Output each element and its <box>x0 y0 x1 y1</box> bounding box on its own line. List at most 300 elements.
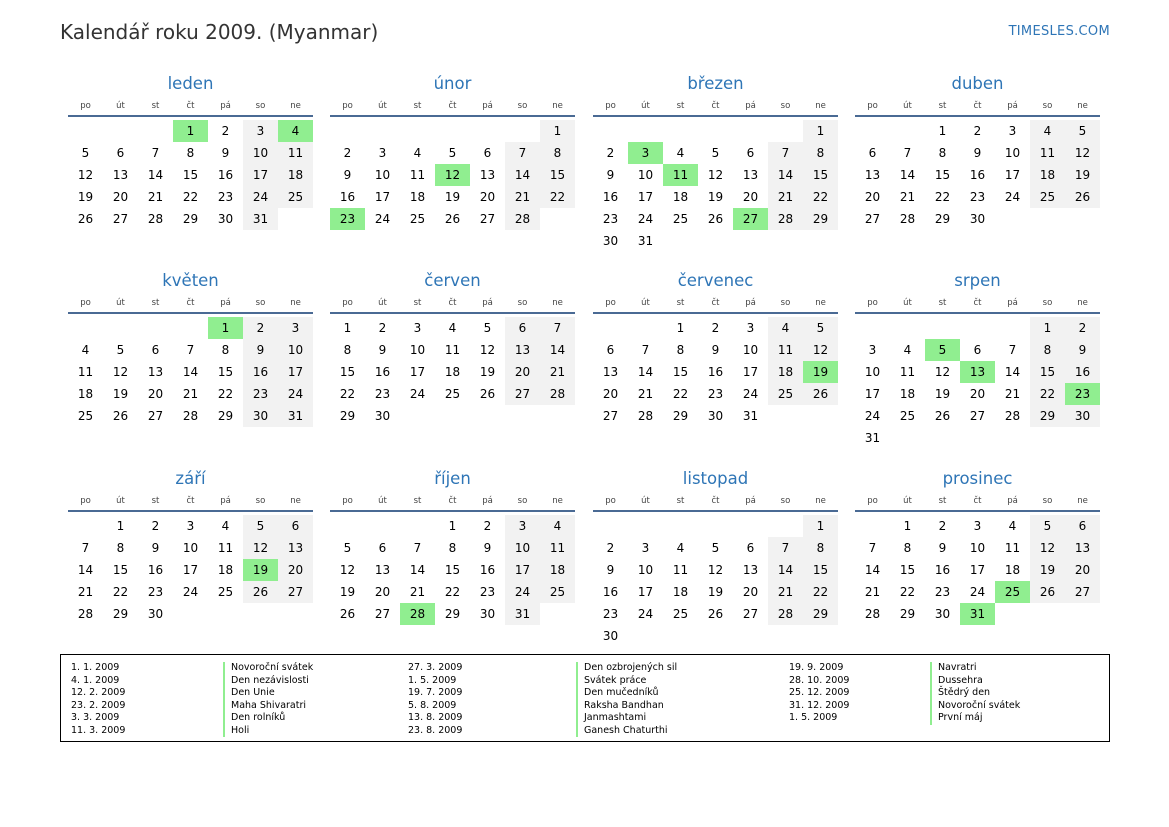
day-cell-holiday: 12 <box>435 164 470 186</box>
month-name: srpen <box>954 271 1001 290</box>
weekday-label: po <box>80 496 91 506</box>
day-cell: 17 <box>637 190 654 204</box>
days-grid <box>855 120 1100 230</box>
legend-date: 19. 9. 2009 <box>789 662 844 673</box>
day-cell: 14 <box>768 559 803 581</box>
day-cell: 27 <box>505 383 540 405</box>
day-cell: 7 <box>505 142 540 164</box>
empty-cell <box>768 515 803 537</box>
day-cell: 5 <box>803 317 838 339</box>
weekday-label: pá <box>745 101 756 111</box>
day-cell: 19 <box>77 190 94 204</box>
day-cell: 26 <box>803 383 838 405</box>
weekday-label: pá <box>220 496 231 506</box>
day-cell: 4 <box>768 317 803 339</box>
day-cell: 17 <box>969 563 986 577</box>
day-cell: 28 <box>540 383 575 405</box>
empty-cell <box>400 120 435 142</box>
weekday-header <box>593 494 838 512</box>
day-cell: 9 <box>1065 339 1100 361</box>
day-cell: 12 <box>707 563 724 577</box>
day-cell-holiday: 23 <box>1065 383 1100 405</box>
day-cell: 17 <box>1004 168 1021 182</box>
day-cell: 18 <box>217 563 234 577</box>
empty-cell <box>890 120 925 142</box>
day-cell: 7 <box>540 317 575 339</box>
weekday-label: pá <box>745 298 756 308</box>
day-cell: 10 <box>409 343 426 357</box>
day-cell: 30 <box>602 629 619 643</box>
day-cell: 9 <box>973 146 982 160</box>
month-únor <box>330 73 575 230</box>
legend-holiday-name: Svátek práce <box>576 675 677 688</box>
day-cell: 14 <box>182 365 199 379</box>
weekday-label: st <box>413 101 422 111</box>
day-cell: 15 <box>803 164 838 186</box>
day-cell: 8 <box>1030 339 1065 361</box>
month-name: prosinec <box>942 469 1013 488</box>
day-cell: 3 <box>278 317 313 339</box>
day-cell: 10 <box>1004 146 1021 160</box>
day-cell: 25 <box>77 409 94 423</box>
legend-holiday-name: Raksha Bandhan <box>576 700 677 713</box>
day-cell: 17 <box>409 365 426 379</box>
day-cell: 9 <box>151 541 160 555</box>
day-cell: 17 <box>243 164 278 186</box>
day-cell: 11 <box>1004 541 1021 555</box>
day-cell: 29 <box>444 607 461 621</box>
day-cell: 15 <box>112 563 129 577</box>
day-cell: 14 <box>77 563 94 577</box>
day-cell: 14 <box>540 339 575 361</box>
empty-cell <box>628 317 663 339</box>
day-cell: 25 <box>768 383 803 405</box>
day-cell: 28 <box>1004 409 1021 423</box>
day-cell: 21 <box>409 585 426 599</box>
day-cell: 10 <box>969 541 986 555</box>
day-cell-holiday: 25 <box>995 581 1030 603</box>
weekday-label: so <box>780 298 791 308</box>
weekday-label: so <box>517 496 528 506</box>
day-cell: 24 <box>278 383 313 405</box>
day-cell: 16 <box>602 585 619 599</box>
weekday-label: ne <box>1077 101 1088 111</box>
day-cell: 30 <box>479 607 496 621</box>
legend-date: 3. 3. 2009 <box>71 712 120 723</box>
weekday-label: pá <box>220 101 231 111</box>
day-cell: 5 <box>711 146 720 160</box>
legend-names-3 <box>930 662 1020 725</box>
day-cell: 13 <box>278 537 313 559</box>
day-cell: 18 <box>1030 164 1065 186</box>
weekday-label: út <box>903 496 912 506</box>
weekday-label: po <box>342 298 353 308</box>
day-cell: 6 <box>278 515 313 537</box>
legend-holiday-name: Navratri <box>930 662 1020 675</box>
legend-date: 12. 2. 2009 <box>71 687 126 698</box>
weekday-label: po <box>342 496 353 506</box>
day-cell: 10 <box>182 541 199 555</box>
day-cell: 30 <box>934 607 951 621</box>
days-grid <box>330 317 575 427</box>
day-cell: 16 <box>969 168 986 182</box>
day-cell: 24 <box>374 212 391 226</box>
day-cell: 25 <box>672 212 689 226</box>
month-name: březen <box>687 74 744 93</box>
legend-date: 5. 8. 2009 <box>408 699 457 711</box>
day-cell: 20 <box>742 585 759 599</box>
day-cell: 29 <box>899 607 916 621</box>
day-cell: 10 <box>637 563 654 577</box>
weekday-label: ne <box>290 101 301 111</box>
legend-dates-1 <box>71 662 125 737</box>
day-cell: 30 <box>1065 405 1100 427</box>
day-cell: 22 <box>217 387 234 401</box>
day-cell: 21 <box>768 581 803 603</box>
day-cell: 23 <box>479 585 496 599</box>
weekday-label: pá <box>1007 101 1018 111</box>
day-cell: 18 <box>540 559 575 581</box>
day-cell: 27 <box>147 409 164 423</box>
day-cell: 28 <box>899 212 916 226</box>
day-cell: 20 <box>278 559 313 581</box>
day-cell: 9 <box>221 146 230 160</box>
day-cell: 31 <box>637 234 654 248</box>
month-prosinec <box>855 468 1100 625</box>
weekday-label: ne <box>815 496 826 506</box>
day-cell: 13 <box>602 365 619 379</box>
weekday-label: čt <box>973 298 982 308</box>
weekday-label: st <box>938 298 947 308</box>
weekday-label: so <box>1042 101 1053 111</box>
weekday-label: st <box>676 298 685 308</box>
day-cell: 13 <box>1065 537 1100 559</box>
day-cell: 7 <box>641 343 650 357</box>
day-cell: 24 <box>409 387 426 401</box>
days-grid <box>593 120 838 252</box>
weekday-header <box>855 99 1100 117</box>
day-cell: 24 <box>505 581 540 603</box>
empty-cell <box>995 317 1030 339</box>
day-cell-holiday: 1 <box>208 317 243 339</box>
day-cell: 4 <box>676 541 685 555</box>
empty-cell <box>365 515 400 537</box>
days-grid <box>330 515 575 625</box>
weekday-label: po <box>605 496 616 506</box>
day-cell: 4 <box>903 343 912 357</box>
day-cell: 2 <box>606 146 615 160</box>
legend-date: 1. 5. 2009 <box>408 674 457 686</box>
empty-cell <box>855 515 890 537</box>
legend-holiday-name: Maha Shivaratri <box>223 700 313 713</box>
weekday-label: čt <box>973 101 982 111</box>
day-cell: 13 <box>742 563 759 577</box>
legend-holiday-name: Novoroční svátek <box>930 700 1020 713</box>
day-cell: 1 <box>903 519 912 533</box>
weekday-header <box>330 296 575 314</box>
day-cell-holiday: 11 <box>663 164 698 186</box>
month-name: září <box>175 469 206 488</box>
day-cell: 5 <box>343 541 352 555</box>
day-cell: 31 <box>505 603 540 625</box>
day-cell: 31 <box>243 208 278 230</box>
weekday-header <box>68 494 313 512</box>
month-listopad <box>593 468 838 647</box>
day-cell: 20 <box>602 387 619 401</box>
day-cell: 16 <box>147 563 164 577</box>
day-cell: 14 <box>899 168 916 182</box>
days-grid <box>593 515 838 647</box>
empty-cell <box>925 317 960 339</box>
day-cell: 15 <box>672 365 689 379</box>
legend-date: 23. 2. 2009 <box>71 699 126 711</box>
day-cell: 19 <box>707 585 724 599</box>
day-cell: 8 <box>116 541 125 555</box>
day-cell: 10 <box>637 168 654 182</box>
day-cell: 27 <box>278 581 313 603</box>
day-cell: 24 <box>864 409 881 423</box>
day-cell: 2 <box>1065 317 1100 339</box>
legend-date: 4. 1. 2009 <box>71 674 120 686</box>
day-cell: 13 <box>505 339 540 361</box>
day-cell: 19 <box>1065 164 1100 186</box>
day-cell: 20 <box>479 190 496 204</box>
weekday-label: čt <box>711 101 720 111</box>
weekday-label: čt <box>711 298 720 308</box>
day-cell: 27 <box>864 212 881 226</box>
day-cell: 29 <box>803 208 838 230</box>
day-cell: 28 <box>182 409 199 423</box>
day-cell: 26 <box>77 212 94 226</box>
day-cell-holiday: 19 <box>803 361 838 383</box>
day-cell: 27 <box>602 409 619 423</box>
day-cell: 10 <box>864 365 881 379</box>
day-cell: 18 <box>768 361 803 383</box>
weekday-label: st <box>938 496 947 506</box>
weekday-label: čt <box>711 496 720 506</box>
month-name: květen <box>162 271 219 290</box>
weekday-label: po <box>867 298 878 308</box>
weekday-label: po <box>867 496 878 506</box>
day-cell: 17 <box>278 361 313 383</box>
empty-cell <box>663 120 698 142</box>
day-cell: 18 <box>409 190 426 204</box>
days-grid <box>68 515 313 625</box>
day-cell: 6 <box>151 343 160 357</box>
day-cell-holiday: 3 <box>628 142 663 164</box>
day-cell: 3 <box>505 515 540 537</box>
day-cell: 9 <box>343 168 352 182</box>
day-cell: 4 <box>81 343 90 357</box>
day-cell: 12 <box>1030 537 1065 559</box>
empty-cell <box>768 120 803 142</box>
day-cell-holiday: 1 <box>173 120 208 142</box>
day-cell: 28 <box>147 212 164 226</box>
day-cell: 29 <box>217 409 234 423</box>
empty-cell <box>435 120 470 142</box>
day-cell: 21 <box>182 387 199 401</box>
day-cell: 16 <box>934 563 951 577</box>
weekday-label: so <box>1042 298 1053 308</box>
day-cell: 27 <box>1065 581 1100 603</box>
legend-holiday-name: Den ozbrojených sil <box>576 662 677 675</box>
day-cell: 16 <box>374 365 391 379</box>
day-cell: 31 <box>864 431 881 445</box>
weekday-header <box>68 296 313 314</box>
weekday-label: út <box>378 101 387 111</box>
month-name: červen <box>424 271 481 290</box>
day-cell: 4 <box>1008 519 1017 533</box>
weekday-label: so <box>517 101 528 111</box>
legend-date: 19. 7. 2009 <box>408 687 463 698</box>
day-cell: 1 <box>343 321 352 335</box>
day-cell: 12 <box>1065 142 1100 164</box>
legend-holiday-name: Den mučedníků <box>576 687 677 700</box>
month-leden <box>68 73 313 230</box>
day-cell: 23 <box>602 212 619 226</box>
weekday-label: pá <box>482 101 493 111</box>
day-cell: 19 <box>112 387 129 401</box>
month-duben <box>855 73 1100 230</box>
day-cell: 21 <box>1004 387 1021 401</box>
legend-holiday-name: Janmashtami <box>576 712 677 725</box>
day-cell: 2 <box>151 519 160 533</box>
day-cell: 16 <box>243 361 278 383</box>
day-cell: 8 <box>343 343 352 357</box>
day-cell: 20 <box>742 190 759 204</box>
weekday-label: ne <box>290 496 301 506</box>
day-cell: 18 <box>278 164 313 186</box>
day-cell: 10 <box>742 343 759 357</box>
day-cell: 3 <box>868 343 877 357</box>
day-cell: 3 <box>186 519 195 533</box>
weekday-label: so <box>780 496 791 506</box>
day-cell: 18 <box>672 190 689 204</box>
day-cell: 9 <box>606 168 615 182</box>
day-cell: 15 <box>803 559 838 581</box>
day-cell: 23 <box>374 387 391 401</box>
day-cell: 17 <box>637 585 654 599</box>
day-cell: 5 <box>1030 515 1065 537</box>
days-grid <box>68 120 313 230</box>
weekday-label: so <box>255 101 266 111</box>
day-cell: 6 <box>868 146 877 160</box>
day-cell-holiday: 13 <box>960 361 995 383</box>
day-cell: 1 <box>116 519 125 533</box>
weekday-label: út <box>116 496 125 506</box>
day-cell: 21 <box>505 186 540 208</box>
weekday-label: út <box>116 101 125 111</box>
weekday-label: čt <box>186 496 195 506</box>
day-cell: 22 <box>1030 383 1065 405</box>
day-cell: 18 <box>899 387 916 401</box>
day-cell: 16 <box>339 190 356 204</box>
day-cell: 4 <box>676 146 685 160</box>
day-cell: 18 <box>444 365 461 379</box>
day-cell: 2 <box>938 519 947 533</box>
holiday-legend <box>60 654 1110 742</box>
day-cell: 19 <box>444 190 461 204</box>
day-cell: 30 <box>707 409 724 423</box>
days-grid <box>68 317 313 427</box>
empty-cell <box>103 317 138 339</box>
weekday-label: út <box>641 496 650 506</box>
day-cell: 6 <box>973 343 982 357</box>
day-cell: 26 <box>707 607 724 621</box>
day-cell: 12 <box>77 168 94 182</box>
day-cell: 5 <box>243 515 278 537</box>
legend-date: 28. 10. 2009 <box>789 674 850 686</box>
day-cell: 3 <box>378 146 387 160</box>
empty-cell <box>138 317 173 339</box>
weekday-label: so <box>255 496 266 506</box>
month-name: duben <box>951 74 1004 93</box>
weekday-label: so <box>1042 496 1053 506</box>
day-cell: 11 <box>768 339 803 361</box>
day-cell: 9 <box>243 339 278 361</box>
day-cell: 26 <box>444 212 461 226</box>
weekday-header <box>330 494 575 512</box>
day-cell: 29 <box>672 409 689 423</box>
empty-cell <box>890 317 925 339</box>
day-cell: 13 <box>147 365 164 379</box>
day-cell: 7 <box>151 146 160 160</box>
day-cell: 8 <box>803 142 838 164</box>
day-cell: 1 <box>1030 317 1065 339</box>
day-cell: 7 <box>903 146 912 160</box>
day-cell: 26 <box>479 387 496 401</box>
day-cell: 17 <box>374 190 391 204</box>
legend-date: 31. 12. 2009 <box>789 699 850 711</box>
month-name: červenec <box>677 271 754 290</box>
legend-holiday-name: Ganesh Chaturthi <box>576 725 677 738</box>
day-cell: 6 <box>483 146 492 160</box>
day-cell: 30 <box>243 405 278 427</box>
day-cell: 23 <box>217 190 234 204</box>
day-cell: 8 <box>803 537 838 559</box>
day-cell: 8 <box>903 541 912 555</box>
weekday-label: ne <box>815 298 826 308</box>
day-cell: 26 <box>112 409 129 423</box>
day-cell: 17 <box>742 365 759 379</box>
day-cell: 8 <box>676 343 685 357</box>
day-cell-holiday: 5 <box>925 339 960 361</box>
day-cell: 27 <box>969 409 986 423</box>
day-cell: 5 <box>711 541 720 555</box>
day-cell: 16 <box>479 563 496 577</box>
month-květen <box>68 270 313 427</box>
empty-cell <box>68 120 103 142</box>
day-cell: 9 <box>378 343 387 357</box>
day-cell: 13 <box>374 563 391 577</box>
day-cell: 2 <box>221 124 230 138</box>
empty-cell <box>855 317 890 339</box>
day-cell: 11 <box>1030 142 1065 164</box>
weekday-label: čt <box>448 496 457 506</box>
day-cell: 6 <box>1065 515 1100 537</box>
day-cell: 28 <box>637 409 654 423</box>
brand-link[interactable]: TIMESLES.COM <box>1008 24 1110 39</box>
day-cell: 8 <box>938 146 947 160</box>
empty-cell <box>855 120 890 142</box>
month-červenec <box>593 270 838 427</box>
day-cell: 14 <box>147 168 164 182</box>
weekday-label: st <box>413 496 422 506</box>
weekday-label: čt <box>448 101 457 111</box>
day-cell: 7 <box>1008 343 1017 357</box>
day-cell: 3 <box>1008 124 1017 138</box>
day-cell-holiday: 19 <box>243 559 278 581</box>
